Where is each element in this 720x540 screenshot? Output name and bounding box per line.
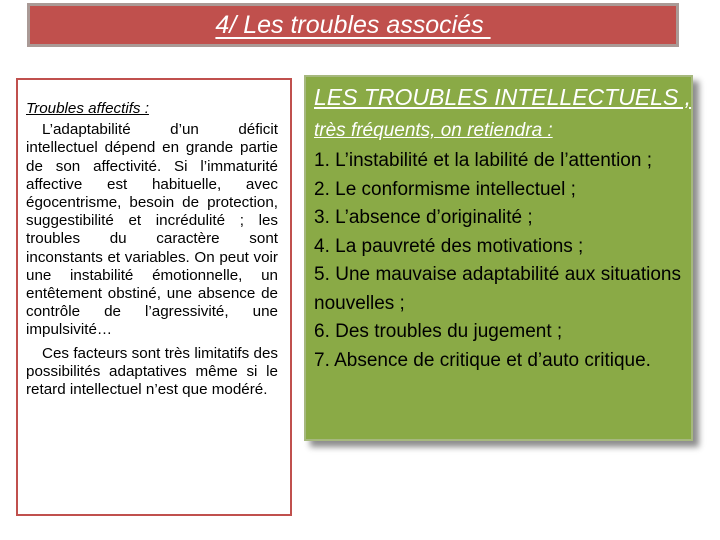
affective-paragraph-1: L’adaptabilité d’un déficit intellectuel dépend en grande partie de son affectivité. Si l’immaturité affective est habituelle, avec égocentrisme, besoin de protection, suggestibilité et incrédulité ; les troubles du caractère sont inconstants et variables. On peut voir une instabilité émotionnelle, un entêtement obstiné, une absence de contrôle de l’agressivité, une impulsivité… — [26, 121, 278, 339]
title-banner — [27, 3, 679, 47]
intellectual-list — [314, 147, 681, 375]
list-item: 1. L’instabilité et la labilité de l’attention ; — [314, 150, 652, 171]
list-item: 3. L’absence d’originalité ; — [314, 207, 533, 228]
affective-heading: Troubles affectifs : — [26, 100, 149, 117]
list-item: 5. Une mauvaise adaptabilité aux situations nouvelles ; — [314, 264, 681, 314]
affective-paragraph-2: Ces facteurs sont très limitatifs des possibilités adaptatives même si le retard intellectuel n’est que modéré. — [26, 344, 278, 399]
affective-troubles-box — [16, 78, 292, 516]
intellectual-troubles-box — [304, 75, 693, 441]
list-item: 2. Le conformisme intellectuel ; — [314, 178, 576, 200]
slide-title: 4/ Les troubles associés — [215, 10, 491, 39]
list-item: 6. Des troubles du jugement ; — [314, 321, 563, 342]
list-item: 4. La pauvreté des motivations ; — [314, 235, 584, 257]
list-item: 7. Absence de critique et d’auto critique. — [314, 349, 651, 371]
intellectual-heading: LES TROUBLES INTELLECTUELS , — [314, 84, 692, 110]
intellectual-subheading: très fréquents, on retiendra : — [314, 120, 553, 141]
